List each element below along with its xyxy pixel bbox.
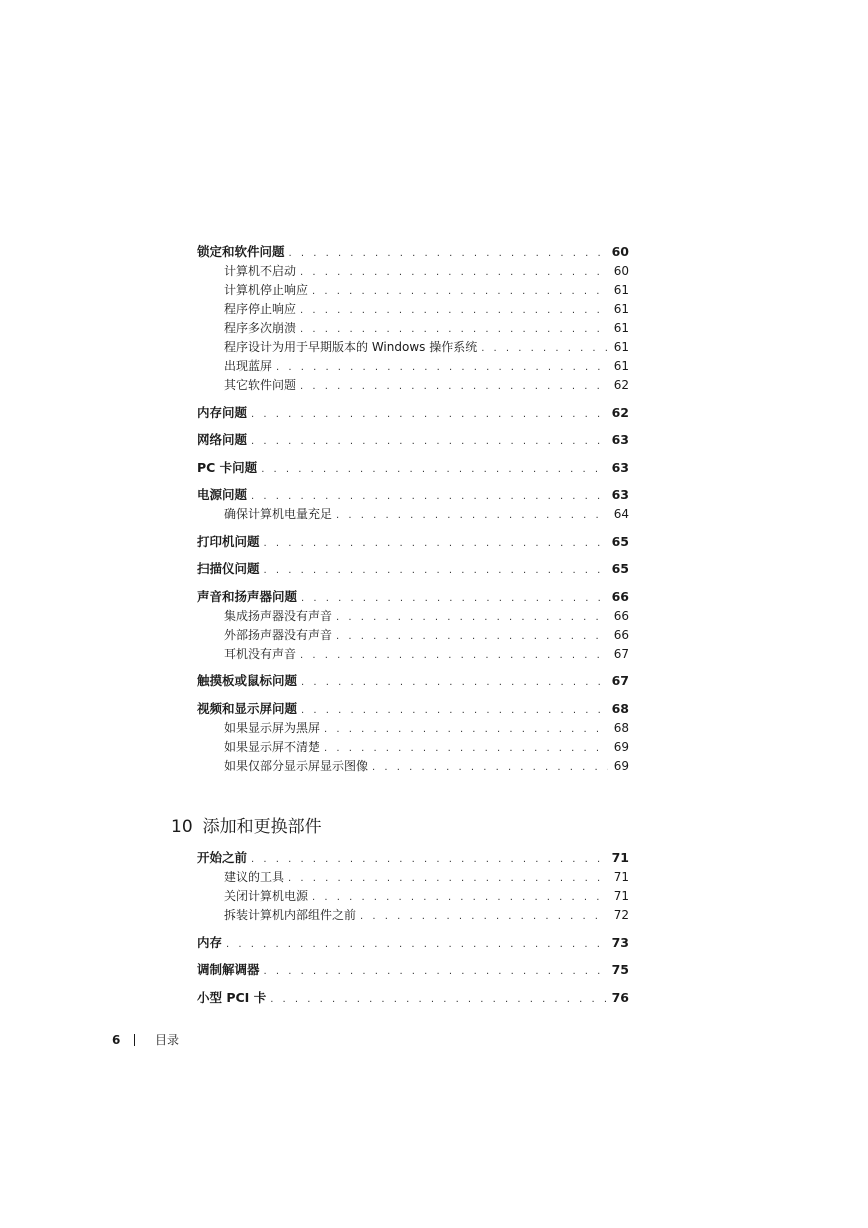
toc-entry-page: 71 (611, 850, 629, 865)
footer-page-number: 6 (112, 1033, 121, 1047)
toc-section-entry[interactable] (197, 673, 629, 691)
toc-entry-title: 如果显示屏不清楚 (224, 739, 321, 754)
toc-dot-leader (360, 909, 608, 925)
footer-divider (134, 1034, 135, 1046)
toc-dot-leader (324, 722, 608, 738)
toc-subsection-entry[interactable] (224, 888, 629, 906)
toc-entry-page: 71 (613, 889, 629, 903)
toc-subsection-entry[interactable] (224, 358, 629, 376)
toc-dot-leader (289, 246, 606, 262)
toc-subsection-entry[interactable] (224, 301, 629, 319)
toc-subsection-entry[interactable] (224, 377, 629, 395)
toc-subsection-entry[interactable] (224, 608, 629, 626)
toc-dot-leader (251, 852, 606, 868)
toc-dot-leader (324, 741, 608, 757)
toc-dot-leader (270, 992, 605, 1008)
toc-entry-title: 集成扬声器没有声音 (224, 608, 333, 623)
toc-entry-title: 其它软件问题 (224, 378, 297, 392)
toc-subsection-entry[interactable] (224, 339, 629, 357)
toc-entry-page: 73 (611, 934, 629, 950)
toc-entry-title: 视频和显示屏问题 (197, 700, 298, 716)
toc-subsection-entry[interactable] (224, 907, 629, 925)
toc-entry-title: 内存问题 (197, 404, 248, 420)
toc-entry-title: 小型 PCI 卡 (197, 989, 267, 1005)
toc-entry-title: 计算机停止响应 (224, 283, 309, 297)
toc-entry-title: 出现蓝屏 (224, 359, 273, 373)
toc-dot-leader (336, 610, 608, 626)
toc-entry-page: 61 (613, 283, 629, 297)
toc-entry-page: 72 (613, 908, 629, 922)
toc-section-entry[interactable] (197, 850, 629, 868)
page-footer (112, 1032, 179, 1048)
toc-dot-leader (300, 322, 608, 338)
toc-entry-title: 计算机不启动 (224, 264, 297, 278)
toc-entry-title: 调制解调器 (197, 962, 260, 977)
toc-entry-title: 程序设计为用于早期版本的 Windows 操作系统 (224, 340, 478, 354)
toc-entry-title: 网络问题 (197, 432, 248, 447)
toc-section-entry[interactable] (197, 405, 629, 423)
toc-entry-title: 触摸板或鼠标问题 (197, 673, 298, 688)
toc-entry-title: 程序停止响应 (224, 302, 297, 316)
toc-dot-leader (301, 591, 606, 607)
toc-entry-page: 65 (611, 561, 629, 576)
toc-section-entry[interactable] (197, 990, 629, 1008)
toc-dot-leader (300, 648, 608, 664)
toc-entry-page: 66 (613, 608, 629, 623)
chapter-heading (171, 816, 322, 838)
toc-entry-title: 拆装计算机内部组件之前 (224, 908, 357, 922)
toc-section-entry[interactable] (197, 460, 629, 478)
toc-dot-leader (251, 489, 606, 505)
toc-subsection-entry[interactable] (224, 506, 629, 524)
toc-subsection-entry[interactable] (224, 320, 629, 338)
toc-subsection-entry[interactable] (224, 739, 629, 757)
toc-entry-page: 63 (611, 459, 629, 475)
toc-dot-leader (336, 508, 608, 524)
toc-entry-page: 69 (613, 758, 629, 773)
toc-entry-title: 打印机问题 (197, 533, 260, 549)
toc-dot-leader (300, 303, 608, 319)
toc-section-entry[interactable] (197, 701, 629, 719)
toc-entry-title: 关闭计算机电源 (224, 889, 309, 903)
toc-entry-page: 66 (611, 588, 629, 604)
toc-section-entry[interactable] (197, 487, 629, 505)
toc-dot-leader (251, 407, 606, 423)
toc-entry-page: 76 (611, 989, 629, 1005)
toc-subsection-entry[interactable] (224, 263, 629, 281)
toc-subsection-entry[interactable] (224, 646, 629, 664)
toc-dot-leader (336, 629, 608, 645)
toc-dot-leader (288, 871, 608, 887)
toc-entry-page: 68 (611, 700, 629, 716)
footer-section-label: 目录 (155, 1033, 180, 1047)
toc-entry-page: 64 (613, 507, 629, 521)
toc-entry-title: 如果仅部分显示屏显示图像 (224, 758, 369, 773)
toc-entry-page: 61 (613, 340, 629, 354)
toc-dot-leader (261, 462, 605, 478)
toc-entry-title: 扫描仪问题 (197, 561, 260, 576)
toc-entry-title: 建议的工具 (224, 870, 285, 884)
toc-entry-title: 内存 (197, 934, 223, 950)
toc-section-entry[interactable] (197, 935, 629, 953)
chapter-title: 添加和更换部件 (202, 817, 322, 837)
toc-dot-leader (312, 890, 608, 906)
toc-entry-page: 60 (611, 244, 629, 259)
toc-dot-leader (264, 964, 606, 980)
toc-entry-page: 62 (613, 378, 629, 392)
toc-entry-title: 电源问题 (197, 487, 248, 502)
toc-section-entry[interactable] (197, 962, 629, 980)
toc-entry-page: 62 (611, 404, 629, 420)
toc-entry-page: 61 (613, 321, 629, 335)
toc-entry-title: 如果显示屏为黑屏 (224, 720, 321, 735)
toc-dot-leader (226, 937, 606, 953)
toc-entry-page: 61 (613, 302, 629, 316)
toc-entry-page: 69 (613, 739, 629, 754)
toc-entry-page: 65 (611, 533, 629, 549)
toc-entry-title: 确保计算机电量充足 (224, 507, 333, 521)
toc-subsection-entry[interactable] (224, 282, 629, 300)
toc-entry-title: PC 卡问题 (197, 459, 258, 475)
toc-dot-leader (481, 341, 608, 357)
toc-dot-leader (264, 536, 606, 552)
toc-dot-leader (264, 563, 606, 579)
toc-subsection-entry[interactable] (224, 720, 629, 738)
toc-entry-title: 程序多次崩溃 (224, 321, 297, 335)
toc-dot-leader (301, 703, 606, 719)
toc-entry-page: 67 (613, 646, 629, 661)
toc-subsection-entry[interactable] (224, 627, 629, 645)
toc-entry-page: 63 (611, 432, 629, 447)
toc-entry-title: 耳机没有声音 (224, 646, 297, 661)
toc-section-entry[interactable] (197, 561, 629, 579)
chapter-number: 10 (171, 817, 193, 837)
toc-entry-page: 61 (613, 359, 629, 373)
toc-entry-title: 锁定和软件问题 (197, 244, 285, 259)
toc-entry-title: 开始之前 (197, 850, 248, 865)
toc-section-entry[interactable] (197, 244, 629, 262)
toc-section-entry[interactable] (197, 589, 629, 607)
toc-entry-page: 60 (613, 264, 629, 278)
toc-entry-page: 68 (613, 720, 629, 735)
toc-entry-page: 75 (611, 962, 629, 977)
toc-entry-page: 71 (613, 870, 629, 884)
toc-entry-page: 66 (613, 627, 629, 642)
toc-entry-page: 67 (611, 673, 629, 688)
toc-entry-title: 声音和扬声器问题 (197, 588, 298, 604)
toc-entry-page: 63 (611, 487, 629, 502)
toc-dot-leader (300, 265, 608, 281)
toc-dot-leader (301, 675, 606, 691)
toc-section-entry[interactable] (197, 534, 629, 552)
toc-subsection-entry[interactable] (224, 869, 629, 887)
toc-subsection-entry[interactable] (224, 758, 629, 776)
toc-dot-leader (276, 360, 608, 376)
toc-dot-leader (300, 379, 608, 395)
toc-section-entry[interactable] (197, 432, 629, 450)
toc-dot-leader (312, 284, 608, 300)
toc-entry-title: 外部扬声器没有声音 (224, 627, 333, 642)
toc-dot-leader (251, 434, 606, 450)
toc-dot-leader (372, 760, 608, 776)
